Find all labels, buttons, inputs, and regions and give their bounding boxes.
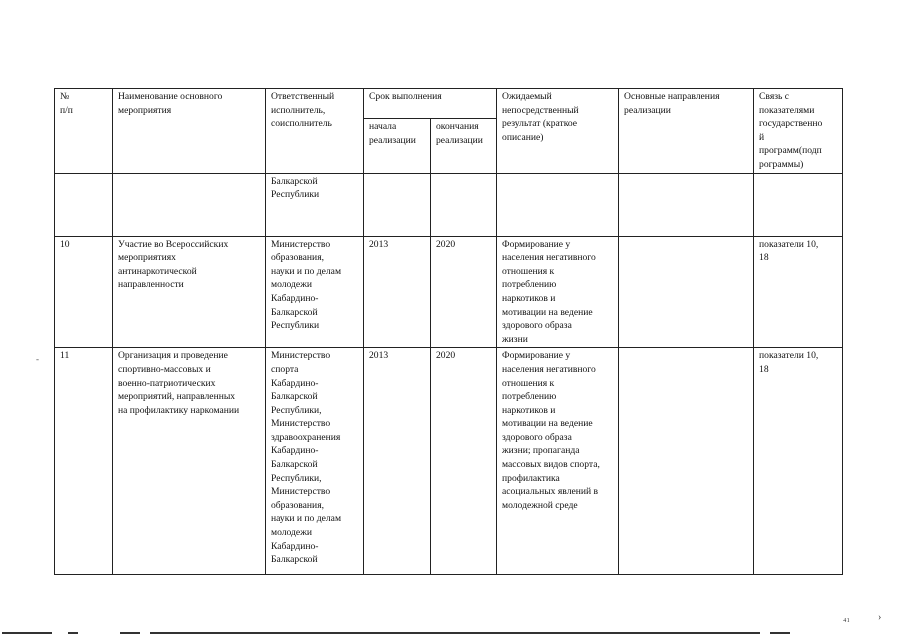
- cell-expected: Формирование у населения негативного отношения к потреблению наркотиков и мотивации на ведение здорового образа жизни; пропаганда массовых видов спорта, профилактика асоциальных явлений в молодежной среде: [497, 348, 619, 575]
- table-row: [55, 173, 843, 236]
- cell-end: 2020: [431, 348, 497, 575]
- header-row: [55, 89, 843, 119]
- scan-edge-line: [120, 632, 140, 634]
- header-responsible: Ответственный исполнитель, соисполнитель: [266, 89, 364, 174]
- cell-name: Организация и проведение спортивно-массовых и военно-патриотических мероприятий, направленных на профилактику наркомании: [113, 348, 266, 575]
- scan-corner-mark-left: ₄₁: [843, 612, 850, 623]
- header-start: начала реализации: [364, 118, 431, 173]
- scan-edge-line: [150, 632, 760, 634]
- measures-table: [54, 88, 843, 575]
- header-directions: Основные направления реализации: [619, 89, 754, 174]
- cell-responsible: Балкарской Республики: [266, 173, 364, 236]
- header-expected: Ожидаемый непосредственный результат (краткое описание): [497, 89, 619, 174]
- scan-edge-line: [68, 632, 78, 634]
- cell-start: [364, 173, 431, 236]
- cell-start: 2013: [364, 236, 431, 348]
- table-row: [55, 236, 843, 348]
- cell-start: 2013: [364, 348, 431, 575]
- cell-responsible: Министерство спорта Кабардино- Балкарской Республики, Министерство здравоохранения Кабардино- Балкарской Республики, Министерство образования, науки и по делам молодежи Кабардино- Балкарской: [266, 348, 364, 575]
- cell-name: Участие во Всероссийских мероприятиях антинаркотической направленности: [113, 236, 266, 348]
- cell-responsible: Министерство образования, науки и по делам молодежи Кабардино- Балкарской Республики: [266, 236, 364, 348]
- cell-link: [754, 173, 843, 236]
- cell-directions: [619, 173, 754, 236]
- header-period: Срок выполнения: [364, 89, 497, 119]
- cell-link: показатели 10, 18: [754, 348, 843, 575]
- cell-directions: [619, 236, 754, 348]
- cell-expected: Формирование у населения негативного отношения к потреблению наркотиков и мотивации на ведение здорового образа жизни: [497, 236, 619, 348]
- cell-name: [113, 173, 266, 236]
- cell-num: 10: [55, 236, 113, 348]
- scan-edge-line: [770, 632, 790, 634]
- cell-link: показатели 10, 18: [754, 236, 843, 348]
- header-num: № п/п: [55, 89, 113, 174]
- header-link: Связь с показателями государственно й программ(подп рограммы): [754, 89, 843, 174]
- cell-directions: [619, 348, 754, 575]
- cell-expected: [497, 173, 619, 236]
- table-row: [55, 348, 843, 575]
- cell-num: [55, 173, 113, 236]
- cell-num: 11: [55, 348, 113, 575]
- scan-edge-line: [2, 632, 52, 634]
- scan-corner-mark-right: ›: [878, 612, 882, 623]
- header-name: Наименование основного мероприятия: [113, 89, 266, 174]
- cell-end: 2020: [431, 236, 497, 348]
- margin-dash-mark: -: [36, 354, 39, 364]
- header-end: окончания реализации: [431, 118, 497, 173]
- cell-end: [431, 173, 497, 236]
